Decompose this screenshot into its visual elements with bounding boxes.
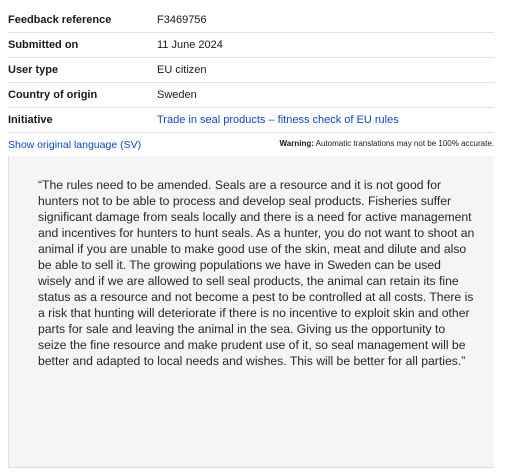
feedback-reference-value: F3469756 [157, 14, 207, 26]
translation-bar [8, 139, 494, 153]
detail-row-country-of-origin [8, 83, 494, 108]
detail-label: User type [8, 64, 59, 76]
detail-label: Initiative [8, 114, 53, 126]
detail-row-initiative [8, 108, 494, 133]
detail-row-feedback-reference [8, 8, 494, 33]
detail-label: Country of origin [8, 89, 98, 101]
submitted-on-value: 11 June 2024 [157, 39, 223, 51]
feedback-quote-box [8, 156, 494, 468]
feedback-text: “The rules need to be amended. Seals are a resource and it is not good for hunters not to be able to process and develop seal products. Fisheries suffer significant damage from seals locally and there is a need for active management and incentives for hunters to hunt seals. As a hunter, you do not want to shoot an animal if you are unable to make good use of the skin, meat and dilute and also be able to sell it. The growing populations we have in Sweden can be used wisely and if we are allowed to sell seal products, the animal can retain its fine status as a resource and not become a pest to be controlled at all costs. There is a risk that hunting will deteriorate if there is no incentive to exploit skin and other parts for sale and leaving the animal in the sea. Giving us the opportunity to seize the fine resource and make prudent use of it, so seal management will be better and adapted to local needs and wishes. This will be better for all parties.” [38, 178, 475, 368]
detail-label: Feedback reference [8, 14, 112, 26]
country-of-origin-value: Sweden [157, 89, 197, 101]
show-original-language-link[interactable]: Show original language (SV) [8, 139, 142, 151]
user-type-value: EU citizen [157, 64, 207, 76]
warning-label: Warning: [279, 139, 314, 148]
detail-label: Submitted on [8, 39, 79, 51]
initiative-link[interactable]: Trade in seal products – fitness check of EU rules [157, 114, 399, 126]
detail-row-submitted-on [8, 33, 494, 58]
detail-row-user-type [8, 58, 494, 83]
translation-warning [280, 139, 494, 148]
feedback-details [8, 8, 494, 133]
warning-text: Automatic translations may not be 100% accurate. [313, 139, 494, 148]
